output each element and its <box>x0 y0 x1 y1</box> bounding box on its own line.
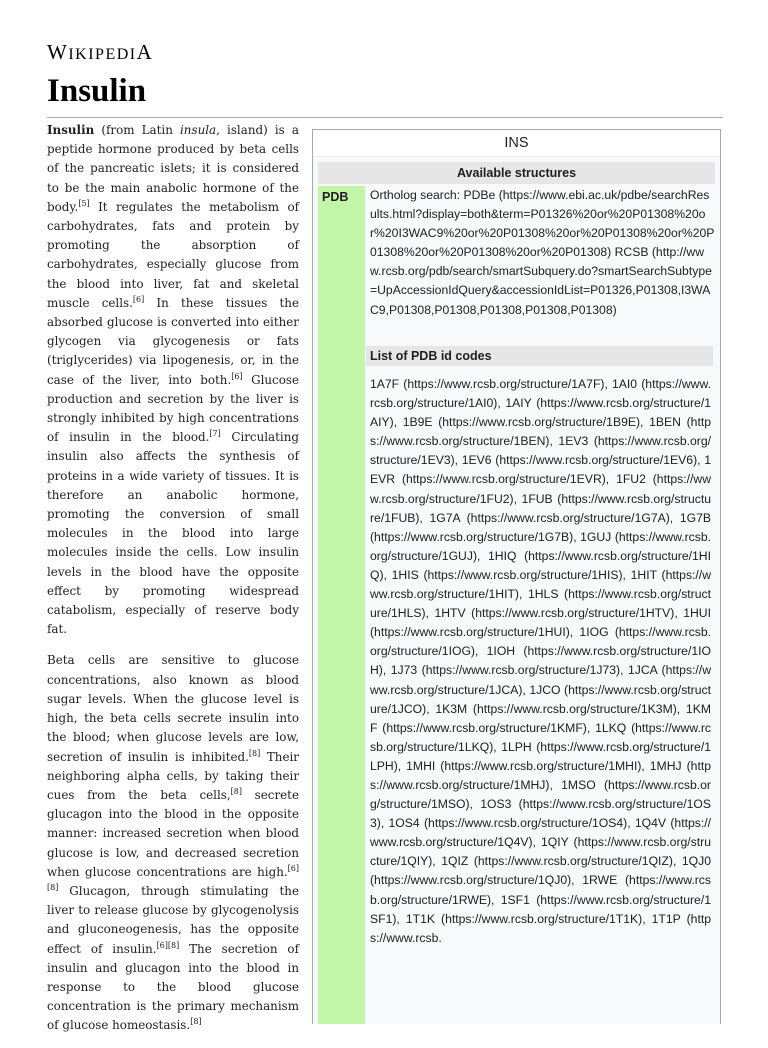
text-run: Glucose production and secretion by the liver is strongly inhibited by high concentrations of insulin in the blood. <box>47 372 299 445</box>
infobox-subheader: Available structures <box>318 162 715 184</box>
infobox-title: INS <box>313 130 720 157</box>
pdb-id-codes-list[interactable]: 1A7F (https://www.rcsb.org/structure/1A7F), 1AI0 (https://www.rcsb.org/structure/1AI0), 1AIY (https://www.rcsb.org/structure/1AIY), 1B9E (https://www.rcsb.org/structure/1B9E), 1BEN (https://www.rcsb.org/structure/1BEN), 1EV3 (https://www.rcsb.org/structure/1EV3), 1EV6 (https://www.rcsb.org/structure/1EV6), 1EVR (https://www.rcsb.org/structure/1EVR), 1FU2 (https://www.rcsb.org/structure/1FU2), 1FUB (https://www.rcsb.org/structure/1FUB), 1G7A (https://www.rcsb.org/structure/1G7A), 1G7B (https://www.rcsb.org/structure/1G7B), 1GUJ (https://www.rcsb.org/structure/1GUJ), 1HIQ (https://www.rcsb.org/structure/1HIQ), 1HIS (https://www.rcsb.org/structure/1HIS), 1HIT (https://www.rcsb.org/structure/1HIT), 1HLS (https://www.rcsb.org/structure/1HLS), 1HTV (https://www.rcsb.org/structure/1HTV), 1HUI (https://www.rcsb.org/structure/1HUI), 1IOG (https://www.rcsb.org/structure/1IOG), 1IOH (https://www.rcsb.org/structure/1IOH), 1J73 (https://www.rcsb.org/structure/1J73), 1JCA (https://www.rcsb.org/structure/1JCA), 1JCO (https://www.rcsb.org/structure/1JCO), 1K3M (https://www.rcsb.org/structure/1K3M), 1KMF (https://www.rcsb.org/structure/1KMF), 1LKQ (https://www.rcsb.org/structure/1LKQ), 1LPH (https://www.rcsb.org/structure/1LPH), 1MHI (https://www.rcsb.org/structure/1MHI), 1MHJ (https://www.rcsb.org/structure/1MHJ), 1MSO (https://www.rcsb.org/structure/1MSO), 1OS3 (https://www.rcsb.org/structure/1OS3), 1OS4 (https://www.rcsb.org/structure/1OS4), 1Q4V (https://www.rcsb.org/structure/1Q4V), 1QIY (https://www.rcsb.org/structure/1QIY), 1QIZ (https://www.rcsb.org/structure/1QIZ), 1QJ0 (https://www.rcsb.org/structure/1QJ0), 1RWE (https://www.rcsb.org/structure/1RWE), 1SF1 (https://www.rcsb.org/structure/1SF1), 1T1K (https://www.rcsb.org/structure/1T1K), 1T1P (https://www.rcsb. <box>370 377 711 945</box>
citation-link[interactable]: [8] <box>248 748 261 758</box>
pdb-label-cell <box>318 186 365 1024</box>
pdb-list-toggle[interactable]: List of PDB id codes <box>366 346 713 366</box>
text-run: , island) is a peptide hormone produced by beta cells of the pancreatic islets; it is considered to be the main anabolic hormone of the body. <box>47 123 299 214</box>
lead-term: Insulin <box>47 123 95 137</box>
citation-link[interactable]: [8] <box>230 786 243 796</box>
latin-term: insula <box>180 123 217 137</box>
article-body <box>47 121 299 1048</box>
citation-link[interactable]: [5] <box>78 198 90 208</box>
title-divider <box>47 117 723 118</box>
citation-link[interactable]: [8] <box>190 1017 202 1027</box>
text-run: (from Latin <box>94 123 180 137</box>
logo-middle-letters: IKIPEDI <box>68 46 137 63</box>
text-run: Glucagon, through stimulating the liver to release glucose by glycogenolysis and gluconeogenesis, has the opposite effect of insulin. <box>47 883 299 956</box>
text-run: Circulating insulin also affects the synthesis of proteins in a wide variety of tissues. It is therefore an anabolic hormone, promoting the conversion of small molecules in the blood into large molecules inside the cells. Low insulin levels in the blood have the opposite effect by promoting widespread catabolism, especially of reserve body fat. <box>47 430 299 637</box>
wikipedia-logo[interactable] <box>47 40 153 65</box>
citation-link[interactable]: [6] <box>231 371 243 381</box>
paragraph-intro <box>47 121 299 639</box>
text-run: The secretion of insulin and glucagon into the blood in response to the blood glucose concentration is the primary mechanism of glucose homeostasis. <box>47 941 299 1033</box>
logo-first-letter: W <box>47 40 69 64</box>
citation-link[interactable]: [6][8] <box>156 940 180 950</box>
text-run: secrete glucagon into the blood in the opposite manner: increased secretion when blood glucose is low, and decreased secretion when glucose concentrations are high. <box>47 787 299 879</box>
logo-last-letter: A <box>136 40 154 64</box>
citation-link[interactable]: [6] <box>132 294 145 304</box>
citation-link[interactable]: [6][8] <box>47 863 299 892</box>
text-run: It regulates the metabolism of carbohydrates, fats and protein by promoting the absorption of carbohydrates, especially glucose from the blood into liver, fat and skeletal muscle cells. <box>47 199 299 310</box>
infobox <box>312 129 721 1024</box>
pdb-label: PDB <box>322 190 349 204</box>
text-run: In these tissues the absorbed glucose is converted into either glycogen via glycogenesis or fats (triglycerides) via lipogenesis, or, in the case of the liver, into both. <box>47 295 299 387</box>
ortholog-search-text[interactable]: Ortholog search: PDBe (https://www.ebi.ac.uk/pdbe/searchResults.html?display=both&term=P01326%20or%20P01308%20or%20I3WAC9%20or%20P01308%20or%20P01308%20or%20P01308%20or%20P01308%20or%20P01308) RCSB (http://www.rcsb.org/pdb/search/smartSubquery.do?smartSearchSubtype=UpAccessionIdQuery&accessionIdList=P01326,P01308,I3WAC9,P01308,P01308,P01308,P01308,P01308) <box>370 188 715 317</box>
text-run: Beta cells are sensitive to glucose concentrations, also known as blood sugar levels. When the glucose level is high, the beta cells secrete insulin into the blood; when glucose levels are low, secretion of insulin is inhibited. <box>47 653 299 764</box>
citation-link[interactable]: [7] <box>209 429 221 439</box>
page-title: Insulin <box>47 73 147 109</box>
paragraph-beta-cells <box>47 651 299 1035</box>
text-run: Their neighboring alpha cells, by taking their cues from the beta cells, <box>47 749 299 802</box>
